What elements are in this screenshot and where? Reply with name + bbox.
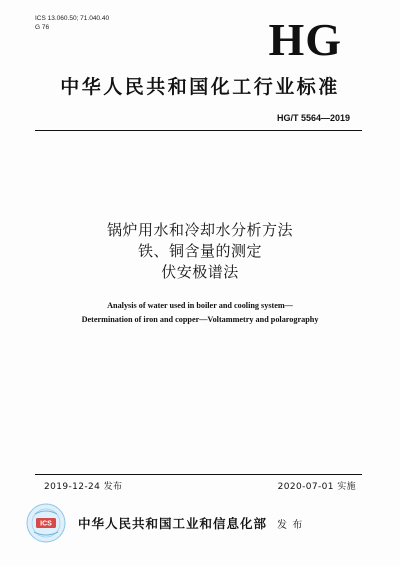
chinese-title-line-3: 伏安极谱法 [161,263,239,281]
chinese-title-line-1: 锅炉用水和冷却水分析方法 [106,221,293,239]
bottom-divider [35,474,362,475]
chinese-title [0,220,400,283]
seal-text: ICS [40,520,52,528]
standard-type-heading: 中华人民共和国化工行业标准 [60,76,340,98]
standard-code: HG/T 5564—2019 [276,113,350,123]
ccs-code: G 76 [35,24,50,31]
issuer-name: 中华人民共和国工业和信息化部 [78,516,268,531]
issuer-line [78,514,303,532]
english-title-line-1: Analysis of water used in boiler and cooling system— [107,301,293,310]
hg-logo: HG [268,14,342,65]
ics-code: ICS 13.060.50; 71.040.40 [35,15,110,22]
publish-label: 发 布 [277,520,304,531]
classification-codes [35,14,109,32]
implementation-date: 2020-07-01 实施 [277,482,356,492]
english-title [0,299,400,327]
english-title-line-2: Determination of iron and copper—Voltammetry and polarography [81,315,319,324]
issue-date: 2019-12-24 发布 [44,482,123,492]
top-divider [35,130,362,131]
ministry-seal-icon [26,503,66,543]
chinese-title-line-2: 铁、铜含量的测定 [137,242,262,260]
